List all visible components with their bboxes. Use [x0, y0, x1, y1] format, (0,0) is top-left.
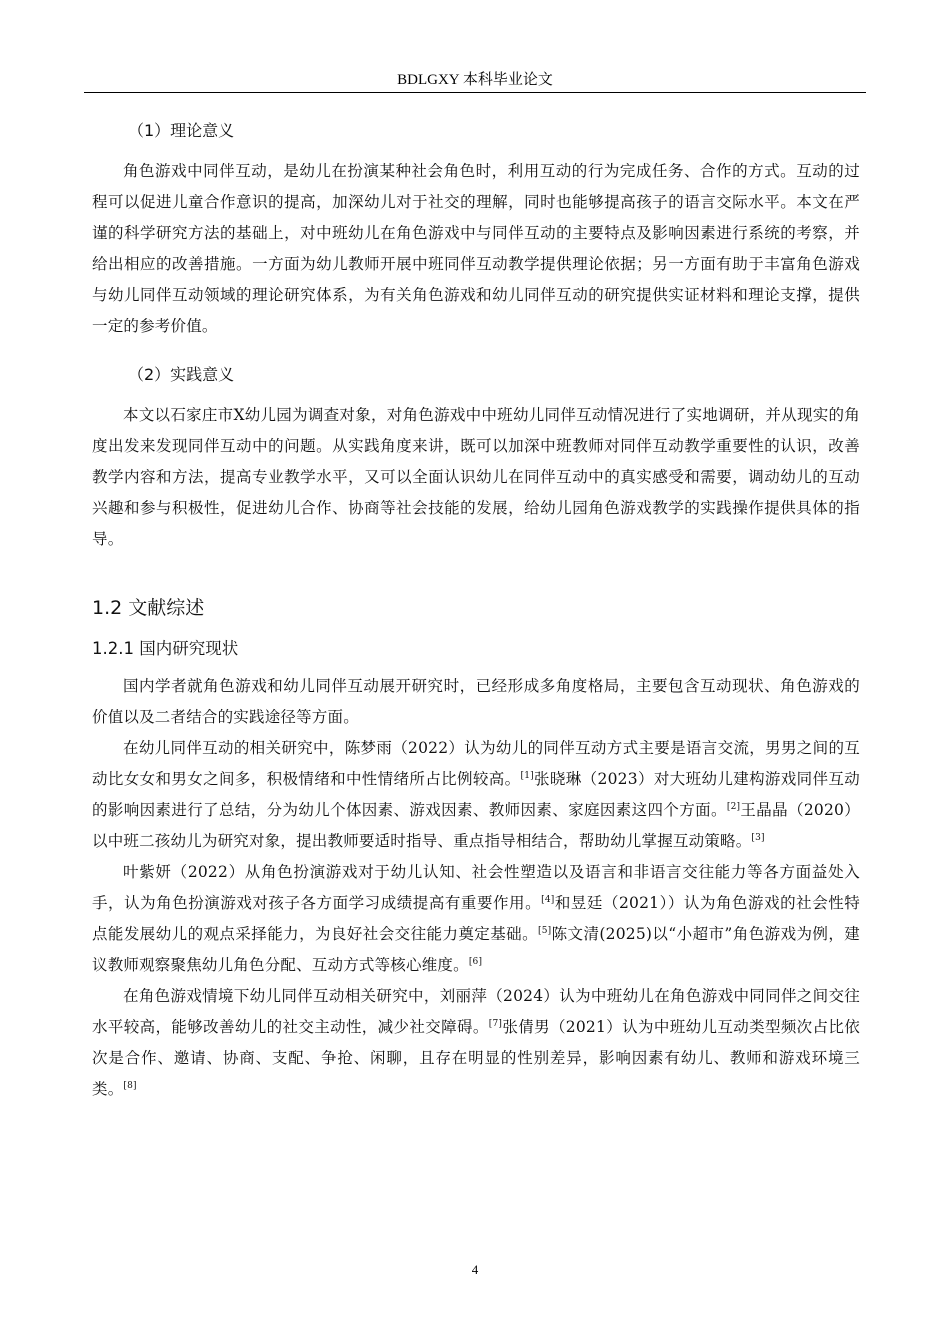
domestic-research-heading: 1.2.1 国内研究现状: [92, 639, 239, 658]
role-play-value-paragraph: [92, 857, 860, 981]
body-content: [92, 118, 860, 1105]
reference-marker: [3]: [751, 832, 765, 843]
reference-marker: [7]: [488, 1018, 503, 1029]
reference-marker: [2]: [726, 801, 741, 812]
citation-text: 张晓琳（2023）对大班幼儿建构游戏同伴互动的影响因素进行了总结，分为幼儿个体因素、游戏因素、教师因素、家庭因素这四个方面。: [92, 770, 860, 819]
reference-marker: [6]: [468, 956, 483, 967]
practice-paragraph: 本文以石家庄市X幼儿园为调查对象，对角色游戏中中班幼儿同伴互动情况进行了实地调研，并从现实的角度出发来发现同伴互动中的问题。从实践角度来讲，既可以加深中班教师对同伴互动教学重要性的认识，改善教学内容和方法，提高专业教学水平，又可以全面认识幼儿在同伴互动中的真实感受和需要，调动幼儿的互动兴趣和参与积极性，促进幼儿合作、协商等社会技能的发展，给幼儿园角色游戏教学的实践操作提供具体的指导。: [92, 406, 860, 548]
header-rule: [84, 92, 866, 93]
theory-paragraph: 角色游戏中同伴互动，是幼儿在扮演某种社会角色时，利用互动的行为完成任务、合作的方式。互动的过程可以促进儿童合作意识的提高，加深幼儿对于社交的理解，同时也能够提高孩子的语言交际水平。本文在严谨的科学研究方法的基础上，对中班幼儿在角色游戏中与同伴互动的主要特点及影响因素进行系统的考察，并给出相应的改善措施。一方面为幼儿教师开展中班同伴互动教学提供理论依据；另一方面有助于丰富角色游戏与幼儿同伴互动领域的理论研究体系，为有关角色游戏和幼儿同伴互动的研究提供实证材料和理论支撑，提供一定的参考价值。: [92, 162, 860, 335]
reference-marker: [5]: [538, 925, 552, 936]
citation-text: 王晶晶（2020）以中班二孩幼儿为研究对象，提出教师要适时指导、重点指导相结合，帮助幼儿掌握互动策略。: [92, 801, 860, 850]
running-header: BDLGXY 本科毕业论文: [397, 72, 553, 88]
citation-text: 和昱廷（2021））认为角色游戏的社会性特点能发展幼儿的观点采择能力，为良好社会交往能力奠定基础。: [92, 894, 860, 943]
reference-marker: [1]: [520, 770, 534, 781]
reference-marker: [4]: [541, 894, 555, 905]
literature-review-heading: 1.2 文献综述: [92, 597, 205, 619]
reference-marker: [8]: [123, 1080, 137, 1091]
literature-intro-paragraph: 国内学者就角色游戏和幼儿同伴互动展开研究时，已经形成多角度格局，主要包含互动现状、角色游戏的价值以及二者结合的实践途径等方面。: [92, 677, 860, 726]
citation-text: 在角色游戏情境下幼儿同伴互动相关研究中，刘丽萍（2024）认为中班幼儿在角色游戏中同同伴之间交往水平较高，能够改善幼儿的社交主动性，减少社交障碍。: [92, 987, 860, 1036]
citation-text: 叶紫妍（2022）从角色扮演游戏对于幼儿认知、社会性塑造以及语言和非语言交往能力等各方面益处入手，认为角色扮演游戏对孩子各方面学习成绩提高有重要作用。: [92, 863, 860, 912]
theory-heading: （1）理论意义: [128, 121, 235, 140]
citation-text: 在幼儿同伴互动的相关研究中，陈梦雨（2022）认为幼儿的同伴互动方式主要是语言交流，男男之间的互动比女女和男女之间多，积极情绪和中性情绪所占比例较高。: [92, 739, 860, 788]
page-number: 4: [471, 1262, 479, 1277]
citation-text: 陈文清(2025)以“小超市”角色游戏为例，建议教师观察聚焦幼儿角色分配、互动方式等核心维度。: [92, 925, 860, 974]
combined-research-paragraph: [92, 981, 860, 1105]
peer-interaction-paragraph: [92, 733, 860, 857]
practice-heading: （2）实践意义: [128, 365, 235, 384]
citation-text: 张倩男（2021）认为中班幼儿互动类型频次占比依次是合作、邀请、协商、支配、争抢、闲聊，且存在明显的性别差异，影响因素有幼儿、教师和游戏环境三类。: [92, 1018, 860, 1098]
